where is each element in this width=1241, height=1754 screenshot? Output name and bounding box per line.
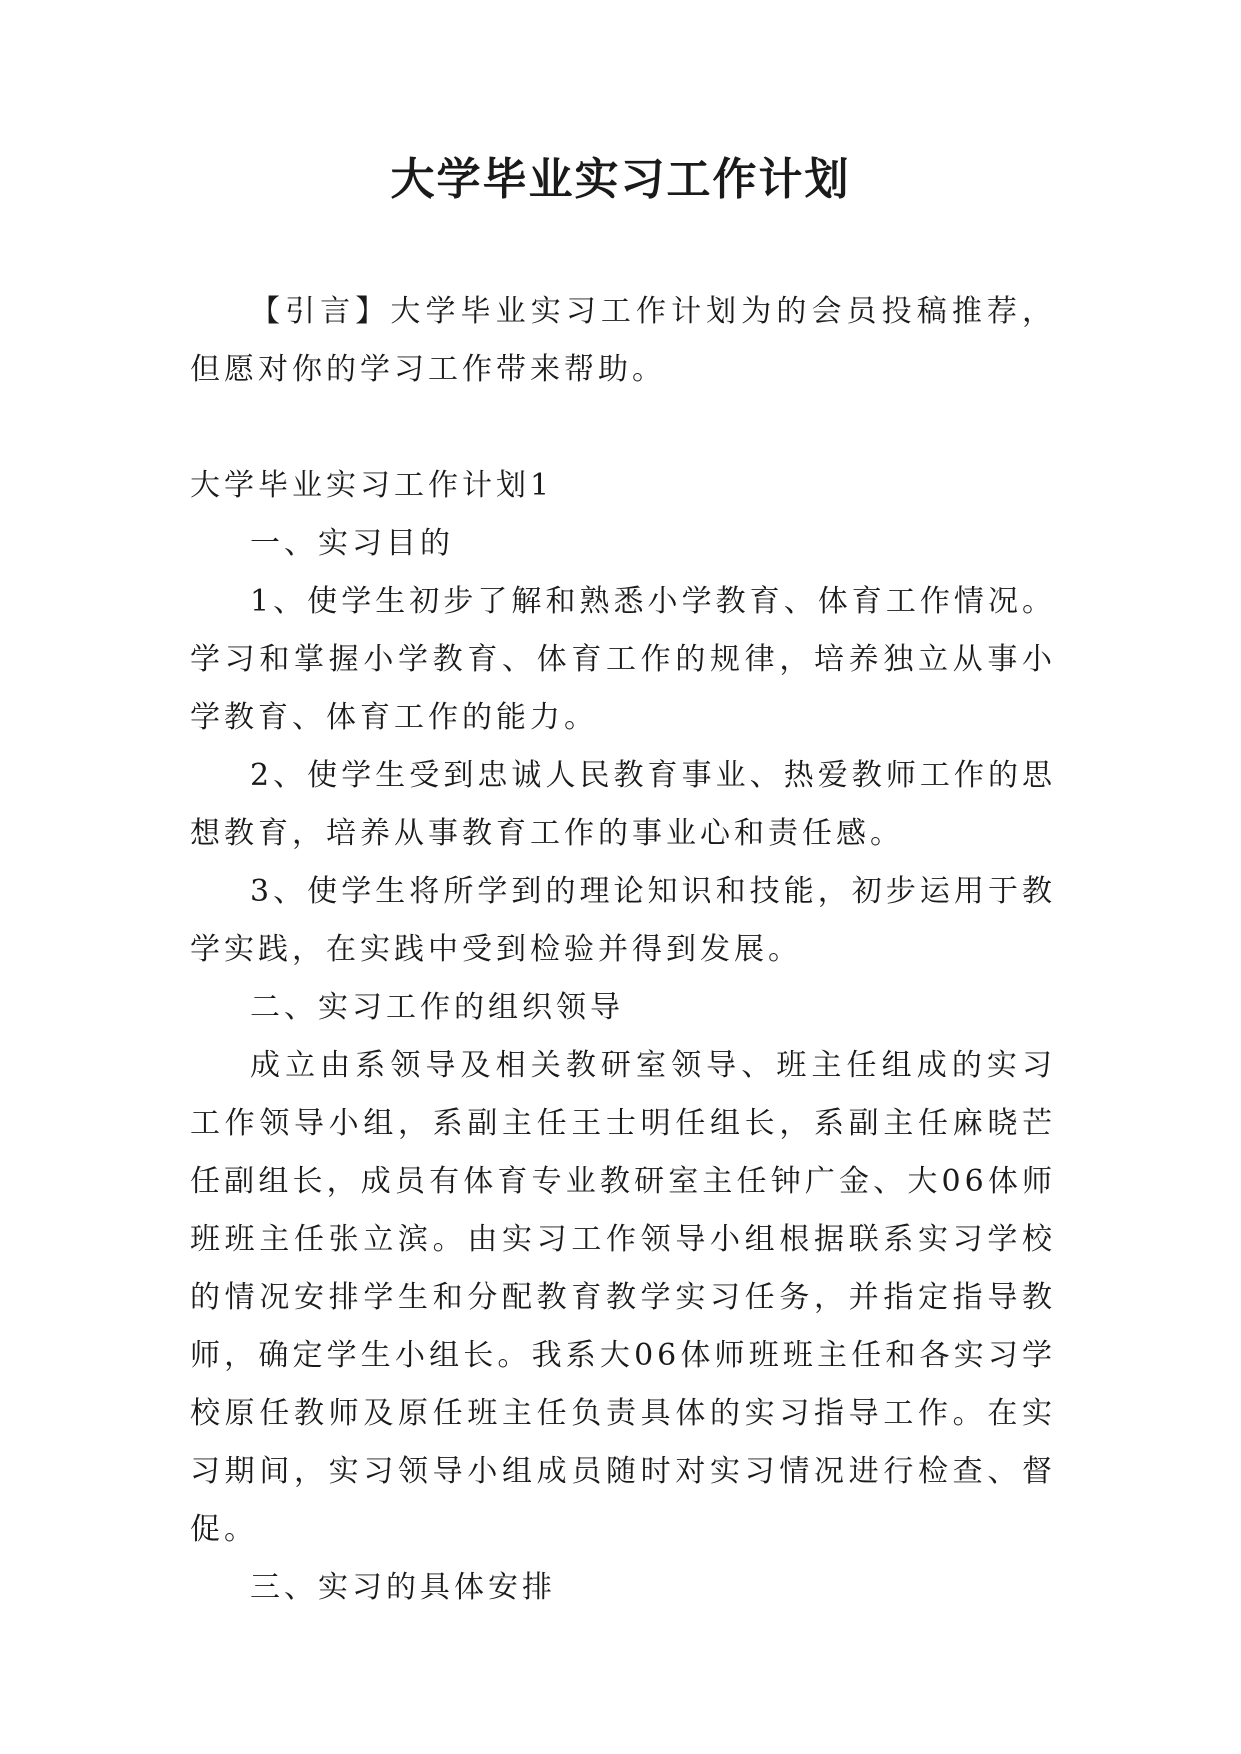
paragraph-spacer [190,399,1056,457]
heading-organization: 二、实习工作的组织领导 [250,990,624,1025]
purpose-item-2: 2、使学生受到忠诚人民教育事业、热爱教师工作的思想教育，培养从事教育工作的事业心和责任感。 [190,758,1056,851]
heading-arrangement: 三、实习的具体安排 [250,1570,556,1605]
section-heading: 大学毕业实习工作计划1 [190,468,554,503]
purpose-item-1: 1、使学生初步了解和熟悉小学教育、体育工作情况。学习和掌握小学教育、体育工作的规律，培养独立从事小学教育、体育工作的能力。 [190,584,1056,735]
intro-paragraph: 【引言】大学毕业实习工作计划为的会员投稿推荐，但愿对你的学习工作带来帮助。 [190,294,1056,387]
document-title: 大学毕业实习工作计划 [390,154,851,205]
document-body [190,283,1056,1617]
heading-purpose: 一、实习目的 [250,526,454,561]
organization-paragraph: 成立由系领导及相关教研室领导、班主任组成的实习工作领导小组，系副主任王士明任组长，系副主任麻晓芒任副组长，成员有体育专业教研室主任钟广金、大06体师班班主任张立滨。由实习工作领导小组根据联系实习学校的情况安排学生和分配教育教学实习任务，并指定指导教师，确定学生小组长。我系大06体师班班主任和各实习学校原任教师及原任班主任负责具体的实习指导工作。在实习期间，实习领导小组成员随时对实习情况进行检查、督促。 [190,1048,1056,1547]
purpose-item-3: 3、使学生将所学到的理论知识和技能，初步运用于教学实践，在实践中受到检验并得到发展。 [190,874,1056,967]
